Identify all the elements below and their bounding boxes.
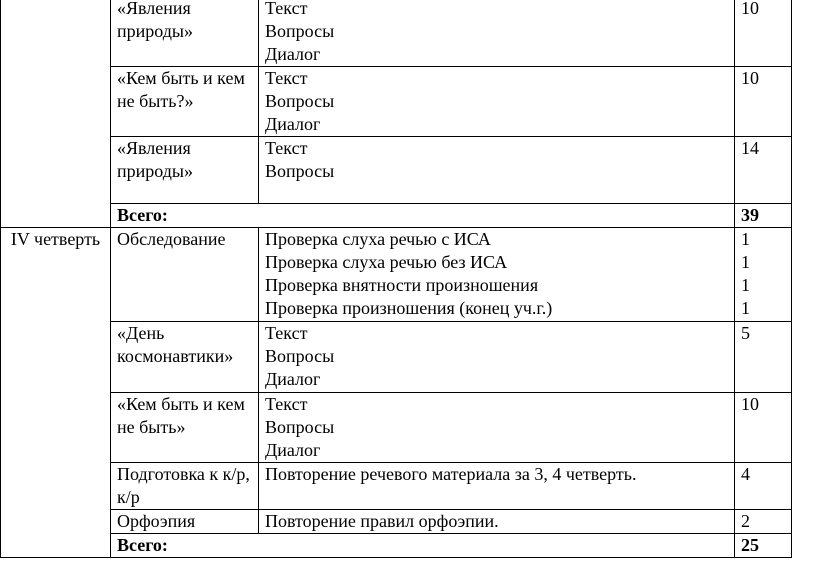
total-row: [1, 534, 792, 558]
hours-cell: 10: [735, 0, 792, 67]
topic-cell: Подготовка к к/р, к/р: [111, 463, 259, 510]
content-cell: Проверка слуха речью с ИСА Проверка слуха речью без ИСА Проверка внятности произношения Проверка произношения (конец уч.г.): [259, 228, 735, 322]
table-row: [1, 137, 792, 204]
content-cell: Повторение правил орфоэпии.: [259, 510, 735, 534]
hours-cell: 4: [735, 463, 792, 510]
topic-cell: «Кем быть и кем не быть?»: [111, 67, 259, 137]
hours-cell: 1 1 1 1: [735, 228, 792, 322]
content-cell: Текст Вопросы Диалог: [259, 322, 735, 393]
content-cell: Текст Вопросы Диалог: [259, 393, 735, 463]
content-cell: Повторение речевого материала за 3, 4 четверть.: [259, 463, 735, 510]
content-cell: Текст Вопросы: [259, 137, 735, 204]
topic-cell: Обследование: [111, 228, 259, 322]
table-row: [1, 510, 792, 534]
hours-cell: 5: [735, 322, 792, 393]
topic-cell: «Явления природы»: [111, 137, 259, 204]
total-row: [1, 204, 792, 228]
table-row: [1, 393, 792, 463]
table-row: [1, 463, 792, 510]
topic-cell: «Кем быть и кем не быть»: [111, 393, 259, 463]
quarter-cell: [1, 0, 111, 228]
quarter-cell: IV четверть: [1, 228, 111, 558]
hours-cell: 10: [735, 67, 792, 137]
table-row: [1, 0, 792, 67]
topic-cell: «День космонавтики»: [111, 322, 259, 393]
total-value: 39: [735, 204, 792, 228]
total-label: Всего:: [111, 204, 735, 228]
table-row: [1, 322, 792, 393]
hours-cell: 10: [735, 393, 792, 463]
topic-cell: Орфоэпия: [111, 510, 259, 534]
total-value: 25: [735, 534, 792, 558]
hours-cell: 14: [735, 137, 792, 204]
table-row: [1, 67, 792, 137]
hours-cell: 2: [735, 510, 792, 534]
table-row: [1, 228, 792, 322]
content-cell: Текст Вопросы Диалог: [259, 0, 735, 67]
total-label: Всего:: [111, 534, 735, 558]
content-cell: Текст Вопросы Диалог: [259, 67, 735, 137]
topic-cell: «Явления природы»: [111, 0, 259, 67]
